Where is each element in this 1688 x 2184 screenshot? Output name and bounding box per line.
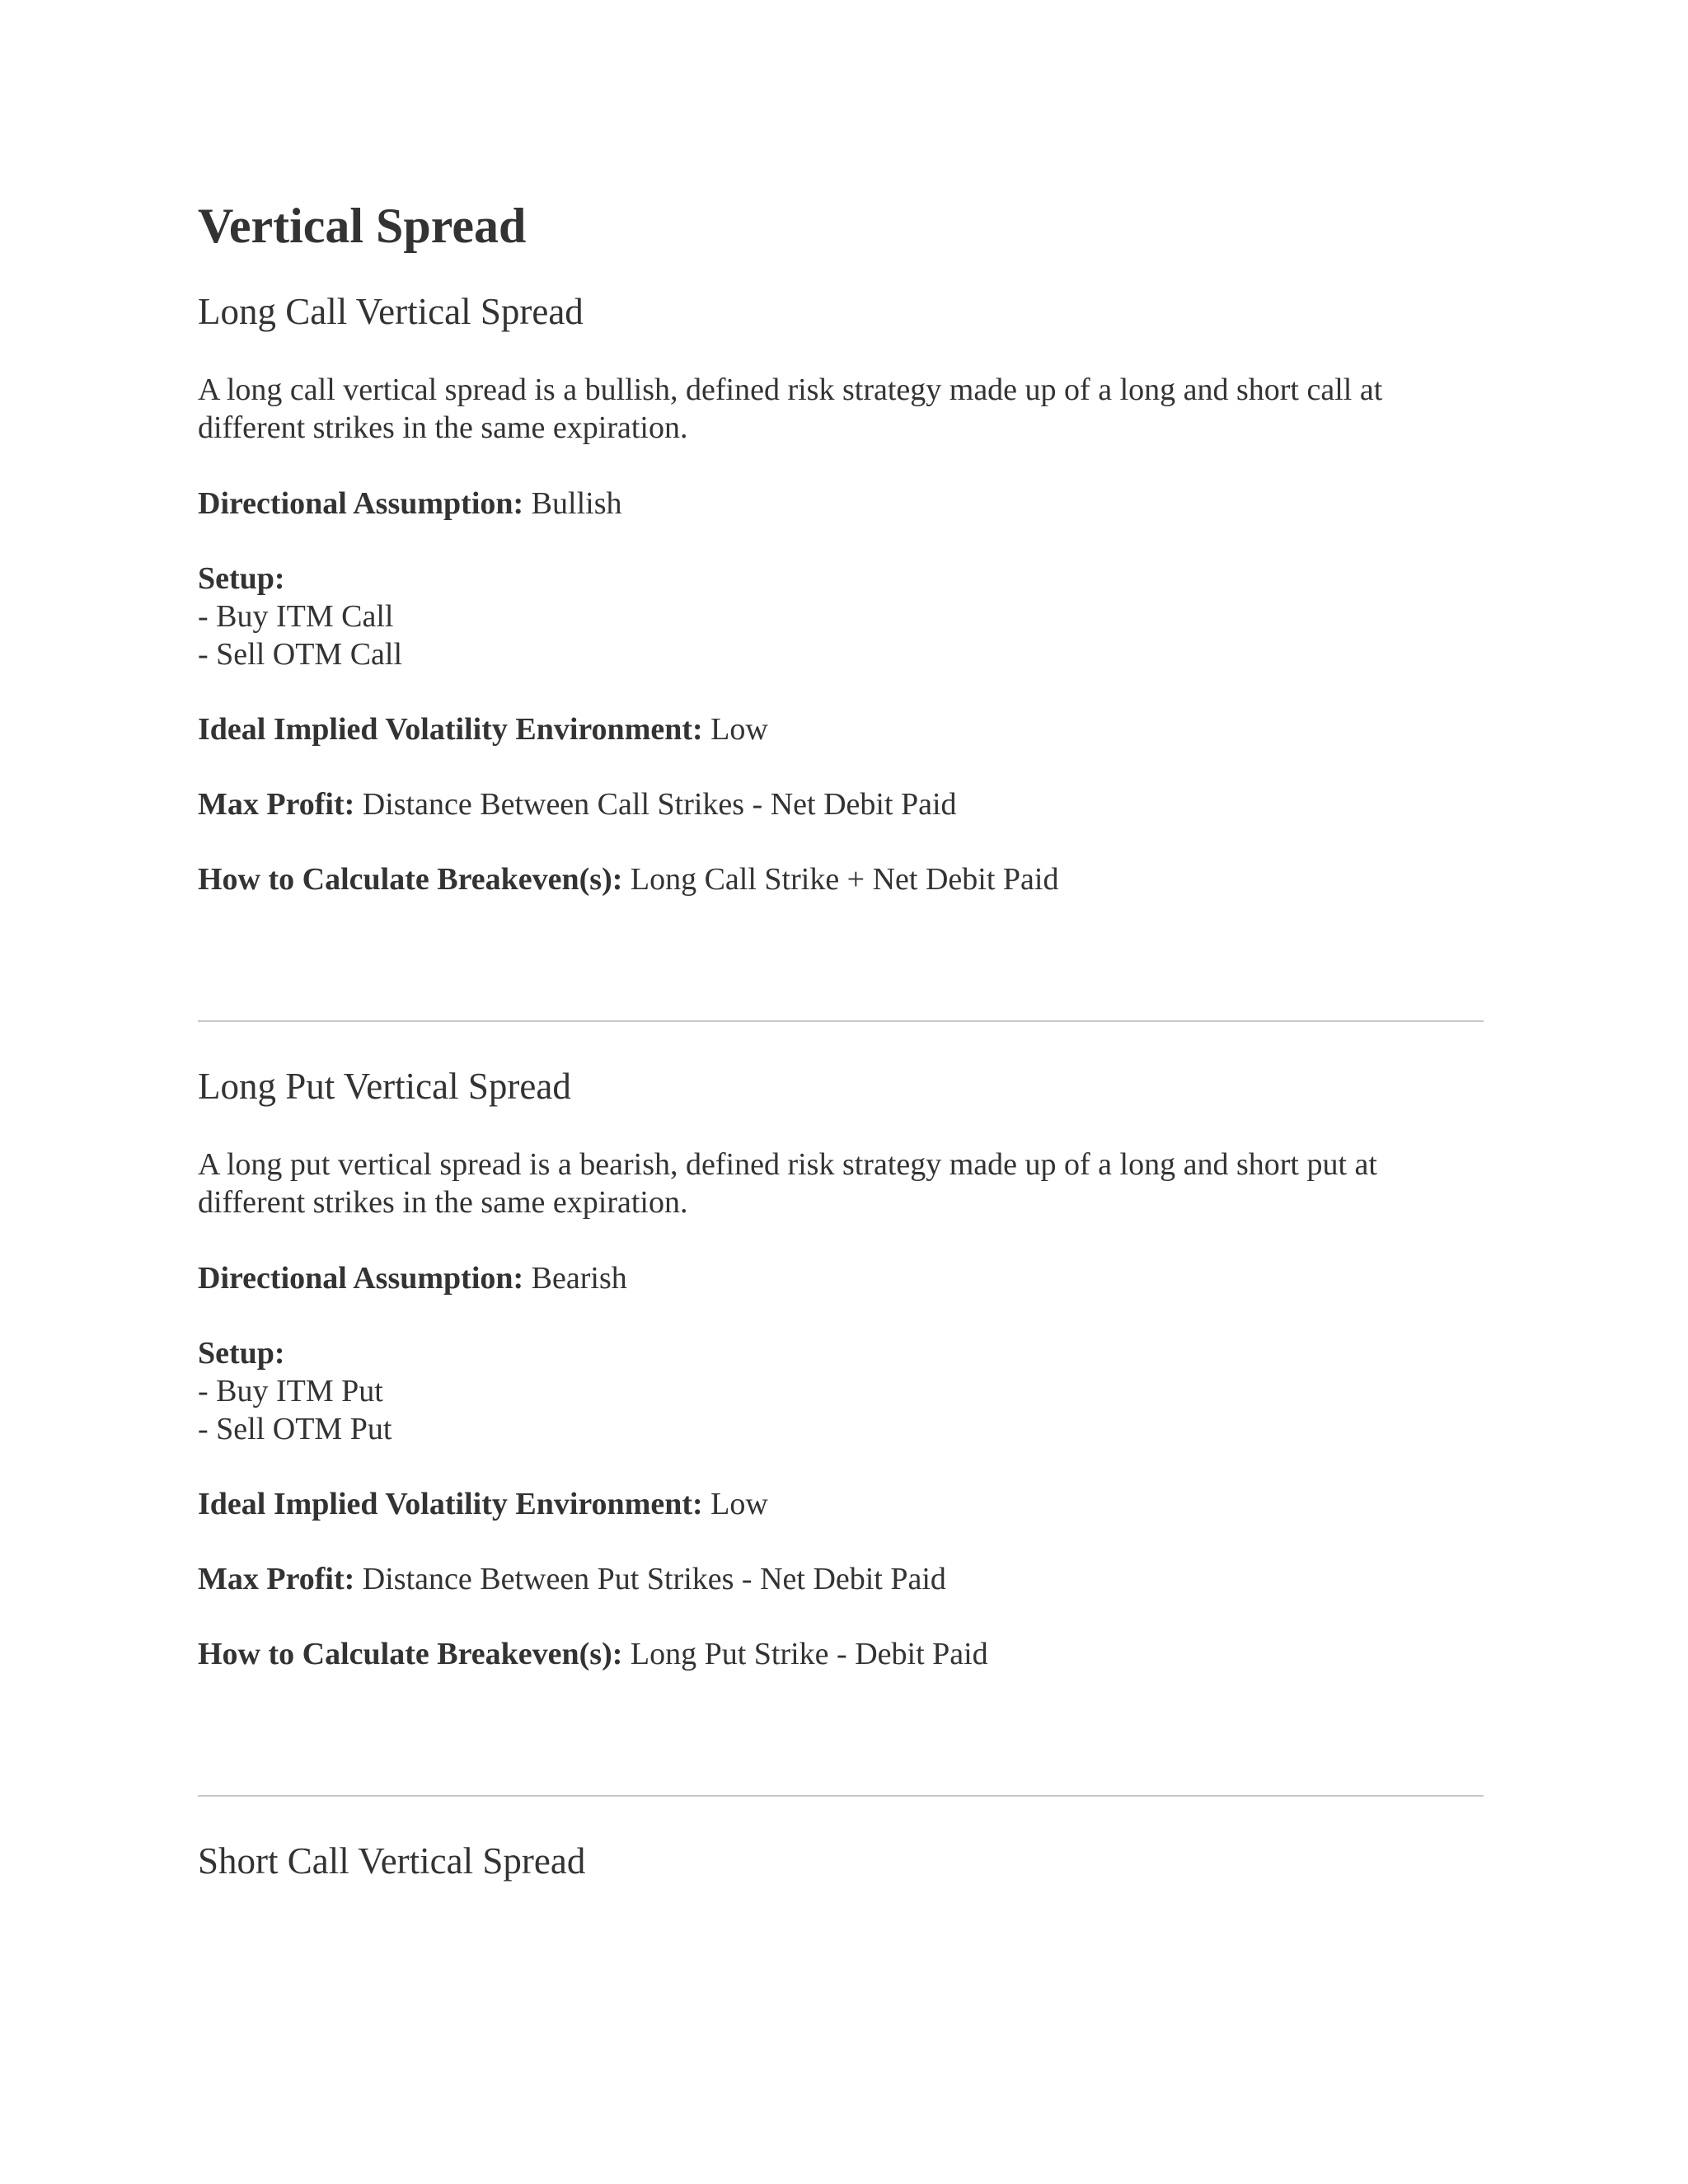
setup [198,560,1484,673]
field-value: Long Call Strike + Net Debit Paid [622,862,1059,897]
field-label: Directional Assumption: [198,486,524,521]
directional-assumption [198,1259,1484,1297]
field-value: Bullish [523,486,622,521]
max-profit [198,785,1484,823]
description [198,1146,1484,1221]
iv-environment [198,1485,1484,1523]
section-divider [198,1795,1484,1797]
field-label: Ideal Implied Volatility Environment: [198,712,703,747]
section-title: Long Call Vertical Spread [198,291,584,332]
field-label: Setup: [198,1336,285,1371]
field-value: Low [702,712,768,747]
section-long-put [198,1066,1484,1108]
field-value: Low [702,1487,768,1521]
setup [198,1334,1484,1448]
field-value: Long Put Strike - Debit Paid [622,1637,988,1671]
field-label: How to Calculate Breakeven(s): [198,862,623,897]
description-line: A long put vertical spread is a bearish, defined risk strategy made up of a long and short put at [198,1147,1377,1182]
field-value: Bearish [523,1261,627,1296]
field-label: Max Profit: [198,787,355,822]
section-divider [198,1020,1484,1022]
iv-environment [198,710,1484,748]
field-value: Distance Between Put Strikes - Net Debit Paid [354,1562,946,1596]
field-label: Directional Assumption: [198,1261,524,1296]
page-title: Vertical Spread [198,199,527,253]
field-label: How to Calculate Breakeven(s): [198,1637,623,1671]
section-title: Long Put Vertical Spread [198,1066,571,1107]
description-line: different strikes in the same expiration. [198,410,688,445]
description-line: different strikes in the same expiration. [198,1185,688,1220]
field-value: Distance Between Call Strikes - Net Debit Paid [354,787,957,822]
setup-item: - Buy ITM Call [198,599,394,634]
description-line: A long call vertical spread is a bullish, defined risk strategy made up of a long and short call at [198,373,1383,407]
document-header [198,198,1484,255]
section-long-call [198,291,1484,334]
section-title: Short Call Vertical Spread [198,1840,586,1882]
field-label: Ideal Implied Volatility Environment: [198,1487,703,1521]
setup-item: - Sell OTM Call [198,637,403,672]
field-label: Max Profit: [198,1562,355,1596]
section-short-call [198,1840,1484,1883]
directional-assumption [198,485,1484,523]
field-label: Setup: [198,561,285,596]
breakeven [198,1635,1484,1673]
breakeven [198,860,1484,898]
max-profit [198,1560,1484,1598]
setup-item: - Buy ITM Put [198,1374,383,1408]
description [198,371,1484,447]
setup-item: - Sell OTM Put [198,1412,392,1446]
